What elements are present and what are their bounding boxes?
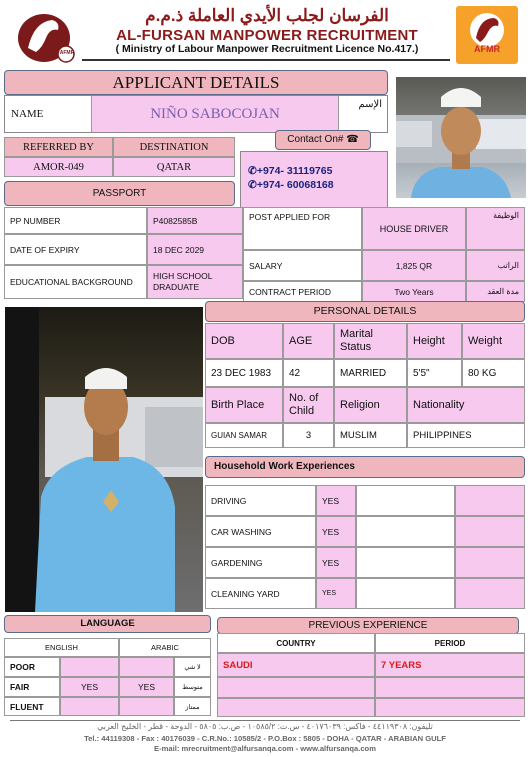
personal-details-title: PERSONAL DETAILS (205, 301, 525, 322)
destination-value: QATAR (113, 157, 235, 177)
salary-label: SALARY (243, 250, 362, 281)
age-value: 42 (283, 359, 334, 387)
contact-label: Contact On# (287, 134, 344, 145)
arabic-company-name: الفرسان لجلب الأيدي العاملة ذ.م.م (145, 6, 389, 25)
phone-1-value: +974- 31119765 (256, 165, 333, 177)
marital-status-header: Marital Status (334, 323, 407, 359)
religion-header: Religion (334, 387, 407, 423)
weight-header: Weight (462, 323, 525, 359)
language-row-fluent-english (60, 697, 119, 716)
previous-blank (375, 698, 525, 717)
header-rule (82, 59, 450, 61)
salary-label-ar: الراتب (466, 250, 525, 281)
language-row-poor-ar: لا شي (174, 657, 211, 677)
language-row-fluent-label: FLUENT (4, 697, 60, 716)
nationality-value: PHILIPPINES (407, 423, 525, 448)
expiry-value: 18 DEC 2029 (147, 234, 243, 265)
applicant-name (91, 96, 339, 132)
language-row-fair-ar: متوسط (174, 677, 211, 697)
applicant-portrait-photo (396, 77, 526, 198)
destination-label: DESTINATION (113, 137, 235, 157)
language-row-fair-english: YES (60, 677, 119, 697)
language-row-fluent-ar: ممتاز (174, 697, 211, 716)
language-row-fair-arabic: YES (119, 677, 174, 697)
company-logo-right (456, 6, 518, 64)
language-row-fluent-arabic (119, 697, 174, 716)
language-col-arabic: ARABIC (119, 638, 211, 657)
language-row-fair-label: FAIR (4, 677, 60, 697)
referred-by-value: AMOR-049 (4, 157, 113, 177)
birth-place-header: Birth Place (205, 387, 283, 423)
pp-number-value: P4082585B (147, 207, 243, 234)
height-header: Height (407, 323, 462, 359)
household-table (205, 485, 525, 610)
phone-icon: ☎ (346, 134, 359, 145)
household-value-cleaning-yard: YES (316, 578, 356, 609)
birth-place-value: GUIAN SAMAR (205, 423, 283, 448)
children-value: 3 (283, 423, 334, 448)
previous-col-period: PERIOD (375, 633, 525, 653)
language-row-poor-label: POOR (4, 657, 60, 677)
household-label-gardening: GARDENING (205, 547, 316, 578)
salary-value: 1,825 QR (362, 250, 466, 281)
whatsapp-icon: ✆ (248, 179, 257, 191)
footer-rule (10, 720, 520, 721)
household-value-car-washing: YES (316, 516, 356, 547)
household-blank (356, 578, 455, 609)
expiry-label: DATE OF EXPIRY (4, 234, 147, 265)
referred-by-label: REFERRED BY (4, 137, 113, 157)
household-blank (455, 516, 525, 547)
post-label-ar: الوظيفة (466, 207, 525, 250)
contact-header (275, 130, 371, 150)
footer-email-line: E-mail: mrecruitment@alfursanqa.com - www.alfursanqa.com (154, 744, 376, 753)
language-col-english: ENGLISH (4, 638, 119, 657)
household-label-cleaning-yard: CLEANING YARD (205, 578, 316, 609)
height-value: 5'5" (407, 359, 462, 387)
household-value-driving: YES (316, 485, 356, 516)
marital-status-value: MARRIED (334, 359, 407, 387)
footer-contact-line: Tel.: 44119308 - Fax : 40176039 - C.R.No.: 10585/2 - P.O.Box : 5805 - DOHA - QATAR - ARABIAN GULF (84, 734, 446, 743)
applicant-full-body-photo (5, 307, 203, 612)
household-blank (455, 485, 525, 516)
whatsapp-icon: ✆ (248, 165, 257, 177)
previous-blank (217, 677, 375, 698)
religion-value: MUSLIM (334, 423, 407, 448)
previous-country-value: SAUDI (217, 653, 375, 677)
passport-title: PASSPORT (4, 181, 235, 206)
company-name: AL-FURSAN MANPOWER RECRUITMENT (116, 27, 418, 44)
previous-period-value: 7 YEARS (375, 653, 525, 677)
phone-2-value: +974- 60068168 (256, 179, 334, 191)
household-label-car-washing: CAR WASHING (205, 516, 316, 547)
name-label-ar: الإسم (358, 99, 382, 110)
post-label: POST APPLIED FOR (243, 207, 362, 250)
name-label: NAME (11, 108, 44, 120)
previous-blank (375, 677, 525, 698)
applicant-details-title: APPLICANT DETAILS (4, 70, 388, 95)
age-header: AGE (283, 323, 334, 359)
household-blank (455, 578, 525, 609)
weight-value: 80 KG (462, 359, 525, 387)
nationality-header: Nationality (407, 387, 525, 423)
licence-text: ( Ministry of Labour Manpower Recruitment Licence No.417.) (115, 43, 419, 55)
previous-blank (217, 698, 375, 717)
language-row-poor-arabic (119, 657, 174, 677)
contract-label: CONTRACT PERIOD (243, 281, 362, 302)
applicant-name-value: NIÑO SABOCOJAN (150, 106, 280, 122)
education-value: HIGH SCHOOL DRADUATE (147, 265, 243, 299)
previous-col-country: COUNTRY (217, 633, 375, 653)
dob-value: 23 DEC 1983 (205, 359, 283, 387)
household-title: Household Work Experiences (205, 456, 525, 478)
previous-experience-title: PREVIOUS EXPERIENCE (217, 617, 519, 634)
household-blank (455, 547, 525, 578)
logo-badge-text: AFMR (59, 50, 75, 56)
post-value: HOUSE DRIVER (362, 207, 466, 250)
phone-1 (248, 165, 332, 177)
contract-value: Two Years (362, 281, 466, 302)
children-header: No. of Child (283, 387, 334, 423)
dob-header: DOB (205, 323, 283, 359)
footer-arabic: تليفون: ٤٤١١٩٣٠٨ - فاكس: ٤٠١٧٦٠٣٩ - س.ت: ١٠٥٨٥/٢ - ص.ب: ٥٨٠٥ - الدوحة - قطر - الخليج العربي (97, 722, 433, 731)
logo-right-text: AFMR (474, 44, 500, 54)
household-blank (356, 547, 455, 578)
language-title: LANGUAGE (4, 615, 211, 633)
pp-number-label: PP NUMBER (4, 207, 147, 234)
household-blank (356, 485, 455, 516)
household-value-gardening: YES (316, 547, 356, 578)
language-row-poor-english (60, 657, 119, 677)
education-label: EDUCATIONAL BACKGROUND (4, 265, 147, 299)
contract-label-ar: مدة العقد (466, 281, 525, 302)
household-label-driving: DRIVING (205, 485, 316, 516)
household-blank (356, 516, 455, 547)
phone-2 (248, 179, 334, 191)
